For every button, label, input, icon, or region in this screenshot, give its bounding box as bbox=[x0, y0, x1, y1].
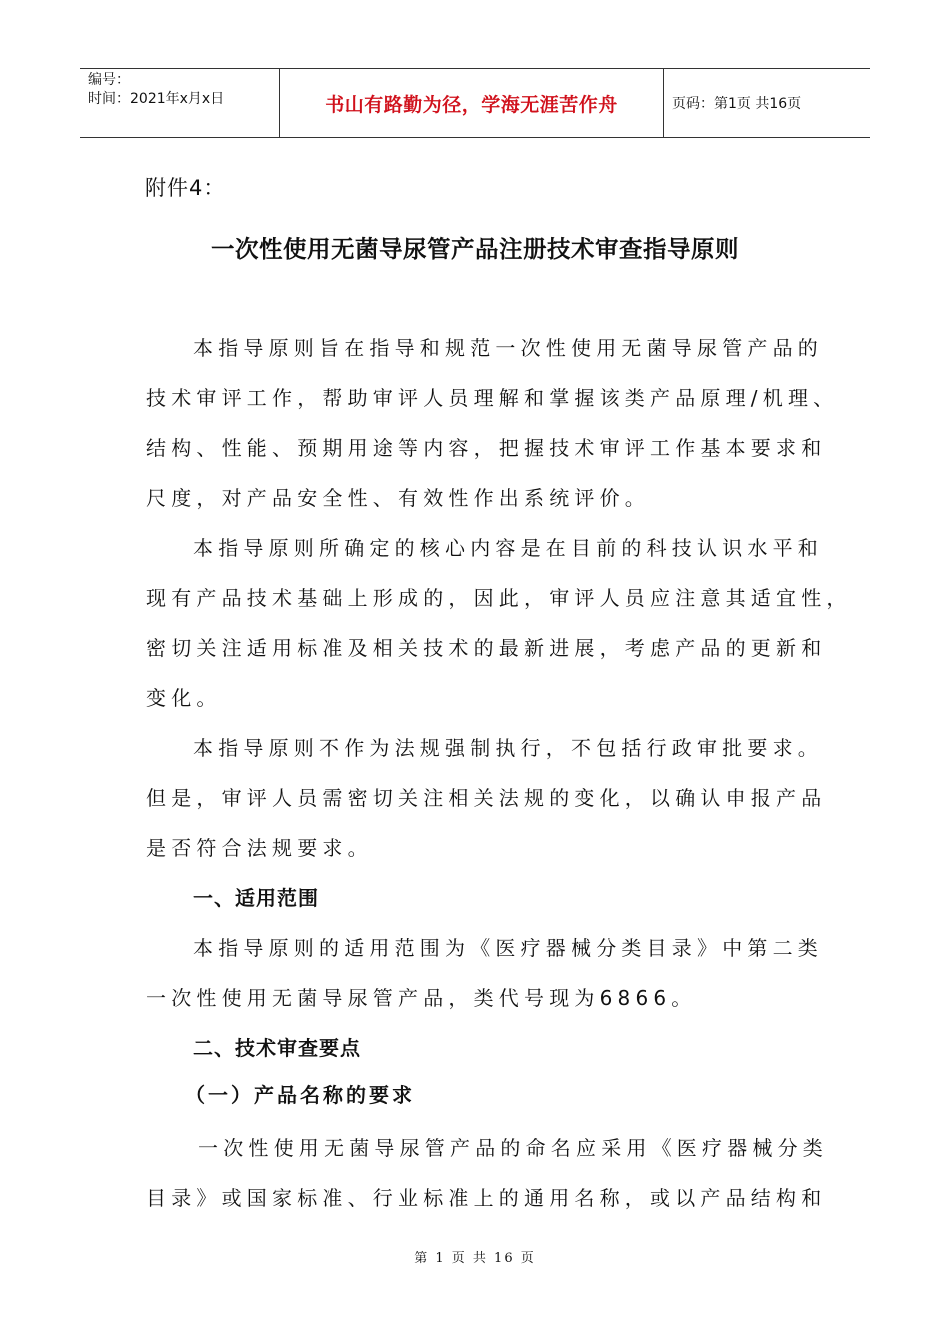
subsection-heading-name: （一）产品名称的要求 bbox=[185, 1083, 415, 1107]
time-label: 时间：2021年x月x日 bbox=[88, 91, 225, 107]
header-motto: 书山有路勤为径，学海无涯苦作舟 bbox=[280, 69, 664, 137]
section-heading-review: 二、技术审查要点 bbox=[193, 1036, 361, 1060]
body-line: 目录》或国家标准、行业标准上的通用名称，或以产品结构和 bbox=[146, 1186, 827, 1210]
number-label: 编号： bbox=[88, 72, 130, 88]
header-page-info: 页码：第1页 共16页 bbox=[672, 96, 802, 112]
body-line: 现有产品技术基础上形成的，因此，审评人员应注意其适宜性， bbox=[146, 586, 852, 610]
body-line: 技术审评工作，帮助审评人员理解和掌握该类产品原理/机理、 bbox=[146, 386, 839, 410]
header-meta bbox=[80, 69, 280, 137]
body-line: 本指导原则的适用范围为《医疗器械分类目录》中第二类 bbox=[193, 936, 823, 960]
page-footer: 第 1 页 共 16 页 bbox=[414, 1251, 536, 1266]
body-line: 是否符合法规要求。 bbox=[146, 836, 373, 860]
body-line: 一次性使用无菌导尿管产品，类代号现为6866。 bbox=[146, 986, 697, 1010]
body-line: 本指导原则旨在指导和规范一次性使用无菌导尿管产品的 bbox=[193, 336, 823, 360]
body-line: 密切关注适用标准及相关技术的最新进展，考虑产品的更新和 bbox=[146, 636, 827, 660]
body-line: 尺度，对产品安全性、有效性作出系统评价。 bbox=[146, 486, 650, 510]
section-heading-scope: 一、适用范围 bbox=[193, 886, 319, 910]
page-header bbox=[80, 68, 870, 138]
body-line: 结构、性能、预期用途等内容，把握技术审评工作基本要求和 bbox=[146, 436, 827, 460]
body-line: 本指导原则不作为法规强制执行，不包括行政审批要求。 bbox=[193, 736, 823, 760]
attachment-label: 附件4： bbox=[145, 176, 226, 200]
body-line: 一次性使用无菌导尿管产品的命名应采用《医疗器械分类 bbox=[198, 1136, 828, 1160]
body-line: 本指导原则所确定的核心内容是在目前的科技认识水平和 bbox=[193, 536, 823, 560]
document-title: 一次性使用无菌导尿管产品注册技术审查指导原则 bbox=[211, 235, 739, 263]
body-line: 但是，审评人员需密切关注相关法规的变化，以确认申报产品 bbox=[146, 786, 827, 810]
body-line: 变化。 bbox=[146, 686, 222, 710]
